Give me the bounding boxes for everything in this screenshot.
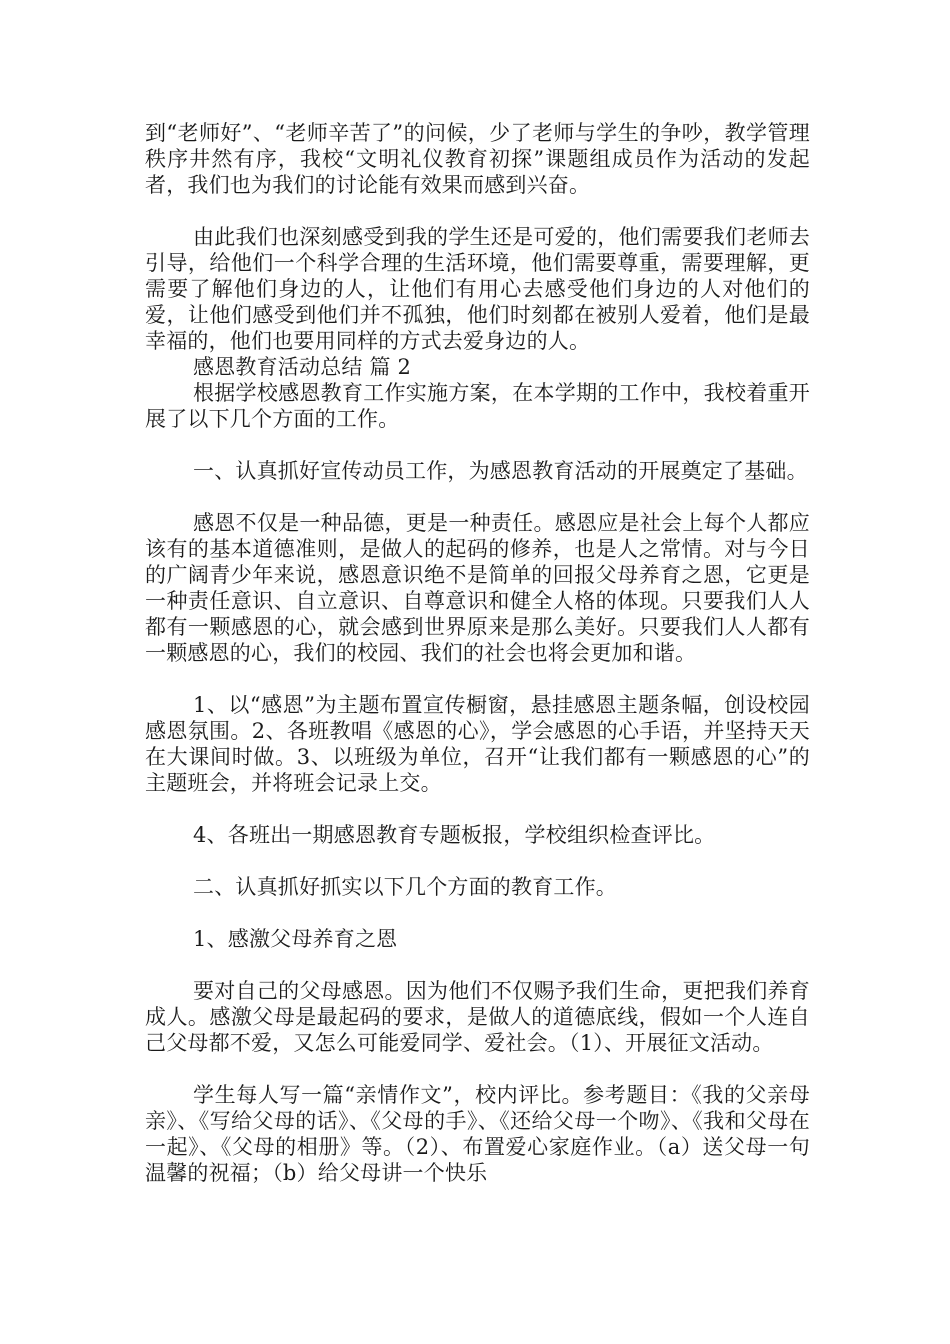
heading-publicity-work: 一、认真抓好宣传动员工作，为感恩教育活动的开展奠定了基础。: [193, 459, 808, 483]
heading-thank-parents: 1、感激父母养育之恩: [193, 927, 398, 951]
document-page: [145, 120, 810, 1186]
paragraph-implementation-plan: 根据学校感恩教育工作实施方案，在本学期的工作中，我校着重开展了以下几个方面的工作。: [145, 381, 810, 431]
paragraph-activities-list: 1、以“感恩”为主题布置宣传橱窗，悬挂感恩主题条幅，创设校园感恩氛围。2、各班教唱《感恩的心》，学会感恩的心手语，并坚持天天在大课间时做。3、以班级为单位，召开“让我们都有一颗感恩的心”的主题班会，并将班会记录上交。: [145, 693, 810, 795]
paragraph-family-essay: 学生每人写一篇“亲情作文”，校内评比。参考题目：《我的父亲母亲》、《写给父母的话》、《父母的手》、《还给父母一个吻》、《我和父母在一起》、《父母的相册》等。（2）、布置爱心家庭作业。（a）送父母一句温馨的祝福；（b）给父母讲一个快乐: [145, 1083, 810, 1185]
section-heading-part-2: 感恩教育活动总结 篇 2: [193, 355, 412, 379]
paragraph-students-lovely: 由此我们也深刻感受到我的学生还是可爱的，他们需要我们老师去引导，给他们一个科学合理的生活环境，他们需要尊重，需要理解，更需要了解他们身边的人，让他们有用心去感受他们身边的人对他们的爱，让他们感受到他们并不孤独，他们时刻都在被别人爱着，他们是最幸福的，他们也要用同样的方式去爱身边的人。: [145, 225, 810, 353]
paragraph-thank-parents: 要对自己的父母感恩。因为他们不仅赐予我们生命，更把我们养育成人。感激父母是最起码的要求，是做人的道德底线，假如一个人连自己父母都不爱，又怎么可能爱同学、爱社会。（1）、开展征文活动。: [145, 979, 810, 1055]
heading-education-work: 二、认真抓好抓实以下几个方面的教育工作。: [193, 875, 617, 899]
paragraph-blackboard: 4、各班出一期感恩教育专题板报，学校组织检查评比。: [193, 823, 716, 847]
paragraph-continuation: 到“老师好”、“老师辛苦了”的问候，少了老师与学生的争吵，教学管理秩序井然有序，我校“文明礼仪教育初探”课题组成员作为活动的发起者，我们也为我们的讨论能有效果而感到兴奋。: [145, 121, 810, 197]
paragraph-gratitude-responsibility: 感恩不仅是一种品德，更是一种责任。感恩应是社会上每个人都应该有的基本道德准则，是做人的起码的修养，也是人之常情。对与今日的广阔青少年来说，感恩意识绝不是简单的回报父母养育之恩，它更是一种责任意识、自立意识、自尊意识和健全人格的体现。只要我们人人都有一颗感恩的心，就会感到世界原来是那么美好。只要我们人人都有一颗感恩的心，我们的校园、我们的社会也将会更加和谐。: [145, 511, 810, 665]
